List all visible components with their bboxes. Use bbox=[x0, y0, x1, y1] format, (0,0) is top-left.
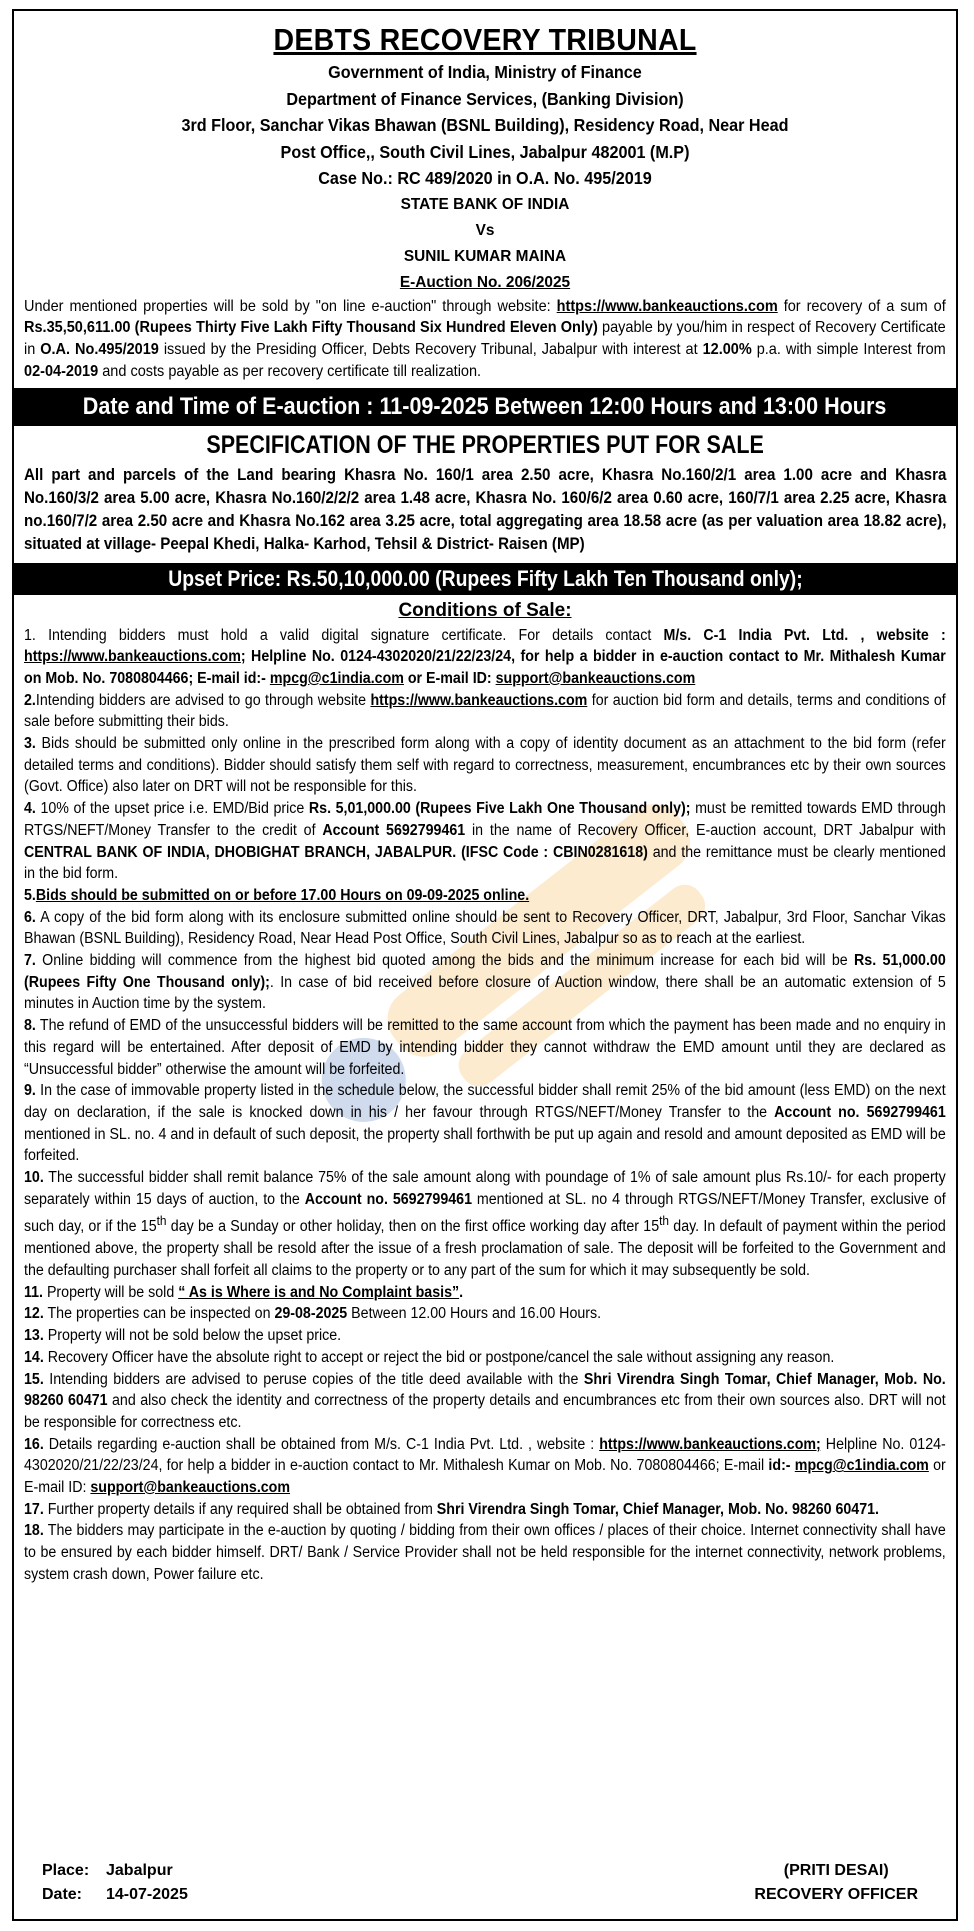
page-title: DEBTS RECOVERY TRIBUNAL bbox=[273, 22, 697, 57]
account-number: Account no. 5692799461 bbox=[774, 1103, 946, 1121]
condition-2 bbox=[24, 690, 946, 733]
intro-paragraph bbox=[24, 296, 946, 383]
website-link[interactable]: https://www.bankeauctions.com bbox=[24, 648, 241, 666]
condition-11 bbox=[24, 1282, 946, 1304]
condition-text: The refund of EMD of the unsuccessful bidders will be remitted to the same account from which the payment has been made and no enquiry in this regard will be entertained. After deposit of EMD by intending bidder they cannot withdraw the EMD amount until they are declared as “Unsuccessful bidder” otherwise the amount will be forfeited. bbox=[24, 1017, 946, 1078]
conditions-title: Conditions of Sale: bbox=[398, 599, 572, 621]
conditions-list bbox=[24, 625, 946, 1586]
condition-text: id:- bbox=[768, 1457, 795, 1475]
condition-text: Intending bidders are advised to go through website bbox=[35, 691, 371, 709]
contact-person: Shri Virendra Singh Tomar, Chief Manager, Mob. No. 98260 60471 bbox=[24, 1370, 946, 1410]
condition-text: in the name of Recovery Officer, E-auction account, DRT Jabalpur with bbox=[465, 821, 946, 839]
signature-block bbox=[754, 1859, 918, 1907]
condition-number: 12. bbox=[24, 1305, 44, 1323]
condition-text: Property will not be sold below the upset price. bbox=[43, 1327, 342, 1345]
case-number: Case No.: RC 489/2020 in O.A. No. 495/2019 bbox=[318, 168, 652, 188]
condition-number: 18. bbox=[24, 1522, 44, 1540]
condition-text: ; Helpline No. 0124-4302020/21/22/23/24, for help a bidder in e-auction contact to Mr. Mithalesh Kumar on Mob. No. 7080804466; E-mail id:- bbox=[24, 648, 946, 687]
website-link[interactable]: https://www.bankeauctions.com bbox=[556, 297, 778, 315]
condition-text: mentioned in SL. no. 4 and in default of such deposit, the property shall forthwith be put up again and resold and amount deposited as EMD will be forfeited. bbox=[24, 1125, 946, 1165]
condition-number: 7. bbox=[24, 952, 36, 970]
condition-15 bbox=[24, 1369, 946, 1434]
intro-text: payable by you/him in respect of Recovery Certificate in bbox=[24, 319, 946, 359]
condition-text: and the remittance must be clearly mentioned in the bid form. bbox=[24, 843, 946, 883]
condition-text: Helpline No. 0124-4302020/21/22/23/24, for help a bidder in e-auction contact to Mr. Mithalesh Kumar on Mob. No. 7080804466; E-mail bbox=[24, 1435, 946, 1475]
condition-number: 15. bbox=[24, 1370, 44, 1388]
condition-number: 8. bbox=[24, 1017, 36, 1035]
interest-rate: 12.00% bbox=[702, 341, 752, 359]
condition-text: Bids should be submitted only online in the prescribed form along with a copy of identity document as an attachment to the bid form (refer detailed terms and conditions). Bidder should satisfy them self with regard to correctness, measurement, encumbrances etc by their own sources (Govt. Office) also later on DRT will not be responsible for this. bbox=[24, 735, 946, 796]
oa-number: O.A. No.495/2019 bbox=[40, 341, 159, 359]
condition-number: 5. bbox=[24, 886, 36, 904]
condition-number: 10. bbox=[24, 1169, 44, 1187]
party-one: STATE BANK OF INDIA bbox=[400, 195, 570, 213]
condition-text: The properties can be inspected on bbox=[43, 1305, 275, 1323]
recovery-amount: Rs.35,50,611.00 (Rupees Thirty Five Lakh Fifty Thousand Six Hundred Eleven Only) bbox=[24, 319, 598, 337]
email-link[interactable]: support@bankeauctions.com bbox=[90, 1479, 291, 1497]
party-two: SUNIL KUMAR MAINA bbox=[403, 247, 567, 265]
condition-text: Details regarding e-auction shall be obtained from M/s. C-1 India Pvt. Ltd. , website : bbox=[43, 1435, 600, 1453]
condition-text: . bbox=[459, 1283, 464, 1301]
email-link[interactable]: mpcg@c1india.com bbox=[794, 1457, 929, 1475]
condition-8 bbox=[24, 1015, 946, 1080]
condition-text: mentioned at SL. no 4 through RTGS/NEFT/Money Transfer, exclusive of such day, or if the 15 bbox=[24, 1190, 946, 1236]
condition-text: Property will be sold bbox=[42, 1283, 179, 1301]
condition-18 bbox=[24, 1520, 946, 1585]
condition-text: Further property details if any required shall be obtained from bbox=[43, 1500, 437, 1518]
auction-date-text: Date and Time of E-auction : 11-09-2025 Between 12:00 Hours and 13:00 Hours bbox=[83, 392, 887, 420]
condition-number: 3. bbox=[24, 735, 36, 753]
condition-text: The bidders may participate in the e-auction by quoting / bidding from their own offices / places of their choice. Internet connectivity shall have to be ensured by each bidder himself. DRT/ Bank / Service Provider shall not be held responsible for the internet connectivity, network problems, system crash down, Power failure etc. bbox=[24, 1522, 946, 1583]
website-link[interactable]: https://www.bankeauctions.com; bbox=[599, 1435, 821, 1453]
account-number: Account 5692799461 bbox=[322, 821, 466, 839]
specification-body: All part and parcels of the Land bearing Khasra No. 160/1 area 2.50 acre, Khasra No.160/2/1 area 1.00 acre and Khasra No.160/3/2 area 5.00 acre, Khasra No.160/2/2/2 area 1.48 acre, Khasra No. 160/6/2 area 0.60 acre, 160/7/1 area 2.25 acre, Khasra no.160/7/2 area 2.50 acre and Khasra No.162 area 3.25 acre, total aggregating area 18.58 acre (as per valuation area 18.82 acre), situated at village- Peepal Khedi, Halka- Karhod, Tehsil & District- Raisen (MP) bbox=[24, 465, 947, 554]
date-value: 14-07-2025 bbox=[106, 1886, 188, 1903]
bid-deadline: Bids should be submitted on or before 17.00 Hours on 09-09-2025 online. bbox=[35, 886, 530, 904]
condition-text: for auction bid form and details, terms and conditions of sale before submitting their bids. bbox=[24, 691, 946, 731]
condition-number: 4. bbox=[24, 800, 36, 818]
department-line: Department of Finance Services, (Banking Division) bbox=[286, 88, 684, 109]
condition-text: Online bidding will commence from the highest bid quoted among the bids and the minimum increase for each bid will be bbox=[35, 952, 855, 970]
superscript: th bbox=[156, 1213, 167, 1229]
condition-text: M/s. C-1 India Pvt. Ltd. , website : bbox=[663, 626, 946, 644]
condition-10 bbox=[24, 1167, 946, 1282]
condition-number: 16. bbox=[24, 1435, 44, 1453]
condition-text: day. In default of payment within the period mentioned above, the property shall be resold after the issue of a fresh proclamation of sale. The deposit will be forfeited to the Government and the defaulting purchaser shall forfeit all claims to the property or to any part of the sum for which it may subsequently be sold. bbox=[24, 1218, 946, 1279]
condition-number: 11. bbox=[24, 1283, 43, 1301]
specification-title-text: SPECIFICATION OF THE PROPERTIES PUT FOR SALE bbox=[206, 430, 764, 459]
ministry-line: Government of India, Ministry of Finance bbox=[328, 62, 642, 82]
condition-text: A copy of the bid form along with its enclosure submitted online should be sent to Recovery Officer, DRT, Jabalpur, 3rd Floor, Sanchar Vikas Bhawan (BSNL Building), Residency Road, Near Head Post Office, South Civil Lines, Jabalpur so as to reach at the earliest. bbox=[24, 908, 946, 948]
footer bbox=[34, 1855, 936, 1911]
notice-frame bbox=[12, 9, 958, 1921]
condition-text: Recovery Officer have the absolute right to accept or reject the bid or postpone/cancel the sale without assigning any reason. bbox=[43, 1348, 835, 1366]
contact-person: Shri Virendra Singh Tomar, Chief Manager, Mob. No. 98260 60471. bbox=[436, 1500, 880, 1518]
condition-12 bbox=[24, 1303, 946, 1325]
account-number: Account no. 5692799461 bbox=[304, 1190, 472, 1208]
interest-from-date: 02-04-2019 bbox=[24, 362, 99, 380]
emd-amount: Rs. 5,01,000.00 (Rupees Five Lakh One Thousand only); bbox=[308, 800, 691, 818]
date-label: Date: bbox=[42, 1886, 83, 1903]
condition-text: 10% of the upset price i.e. EMD/Bid price bbox=[35, 800, 309, 818]
inspection-date: 29-08-2025 bbox=[274, 1305, 348, 1323]
condition-number: 2. bbox=[24, 691, 36, 709]
upset-price-text: Upset Price: Rs.50,10,000.00 (Rupees Fifty Lakh Ten Thousand only); bbox=[167, 565, 803, 591]
condition-4 bbox=[24, 798, 946, 885]
auction-number: E-Auction No. 206/2025 bbox=[399, 273, 571, 291]
bank-details: CENTRAL BANK OF INDIA, DHOBIGHAT BRANCH, JABALPUR. (IFSC Code : CBIN0281618) bbox=[24, 843, 648, 861]
condition-number: 14. bbox=[24, 1348, 44, 1366]
sale-basis: “ As is Where is and No Complaint basis” bbox=[178, 1283, 460, 1301]
condition-9 bbox=[24, 1080, 946, 1167]
condition-text: or E-mail ID: bbox=[403, 669, 496, 687]
condition-1 bbox=[24, 625, 946, 690]
website-link[interactable]: https://www.bankeauctions.com bbox=[370, 691, 588, 709]
officer-name: (PRITI DESAI) bbox=[783, 1862, 889, 1879]
superscript: th bbox=[659, 1213, 670, 1229]
condition-number: 6. bbox=[24, 908, 36, 926]
intro-text: for recovery of a sum of bbox=[777, 297, 946, 315]
upset-price-banner bbox=[14, 563, 956, 595]
place-value: Jabalpur bbox=[106, 1862, 173, 1879]
condition-text: Intending bidders are advised to peruse copies of the title deed available with the bbox=[43, 1370, 584, 1388]
condition-text: and also check the identity and correctness of the property details and encumbrances etc from their own sources also. DRT will not be responsible for correctness etc. bbox=[24, 1392, 946, 1431]
condition-text: Between 12.00 Hours and 16.00 Hours. bbox=[347, 1305, 602, 1323]
intro-text: issued by the Presiding Officer, Debts Recovery Tribunal, Jabalpur with interest at bbox=[158, 341, 703, 359]
email-link[interactable]: support@bankeauctions.com bbox=[495, 669, 696, 687]
auction-date-banner bbox=[14, 388, 956, 426]
address-line-2: Post Office,, South Civil Lines, Jabalpur 482001 (M.P) bbox=[280, 141, 690, 162]
condition-text: day be a Sunday or other holiday, then on the first office working day after 15 bbox=[166, 1218, 660, 1236]
place-label: Place: bbox=[42, 1862, 90, 1879]
email-link[interactable]: mpcg@c1india.com bbox=[269, 669, 404, 687]
condition-16 bbox=[24, 1434, 946, 1499]
officer-title: RECOVERY OFFICER bbox=[754, 1886, 918, 1903]
condition-7 bbox=[24, 950, 946, 1015]
versus-label: Vs bbox=[475, 221, 495, 239]
condition-text: . In case of bid received before closure of Auction window, there shall be an automatic extension of 5 minutes in Auction time by the system. bbox=[24, 973, 946, 1013]
condition-text: In the case of immovable property listed in the schedule below, the successful bidder shall remit 25% of the bid amount (less EMD) on the next day on declaration, if the sale is knocked down in his / her favour through RTGS/NEFT/Money Transfer to the bbox=[24, 1082, 946, 1121]
condition-number: 13. bbox=[24, 1327, 44, 1345]
condition-3 bbox=[24, 733, 946, 798]
address-line-1: 3rd Floor, Sanchar Vikas Bhawan (BSNL Building), Residency Road, Near Head bbox=[181, 115, 789, 135]
condition-number: 17. bbox=[24, 1500, 44, 1518]
condition-5 bbox=[24, 885, 946, 907]
condition-text: 1. Intending bidders must hold a valid digital signature certificate. For details contact bbox=[24, 626, 664, 644]
place-date-block bbox=[42, 1859, 188, 1907]
condition-text: or E-mail ID: bbox=[24, 1457, 946, 1497]
condition-14 bbox=[24, 1347, 946, 1369]
condition-17 bbox=[24, 1499, 946, 1521]
bid-increment: Rs. 51,000.00 (Rupees Fifty One Thousand only); bbox=[24, 952, 946, 991]
intro-text: Under mentioned properties will be sold by "on line e-auction" through website: bbox=[24, 297, 557, 315]
condition-text: The successful bidder shall remit balance 75% of the sale amount along with poundage of 1% of sale amount plus Rs.10/- for each property separately within 15 days of auction, to the bbox=[24, 1169, 946, 1208]
intro-text: and costs payable as per recovery certificate till realization. bbox=[98, 362, 482, 380]
intro-text: p.a. with simple Interest from bbox=[751, 341, 946, 359]
specification-title bbox=[24, 428, 946, 462]
condition-number: 9. bbox=[24, 1082, 36, 1100]
condition-13 bbox=[24, 1325, 946, 1347]
condition-text: must be remitted towards EMD through RTGS/NEFT/Money Transfer to the credit of bbox=[24, 800, 946, 839]
condition-6 bbox=[24, 907, 946, 950]
